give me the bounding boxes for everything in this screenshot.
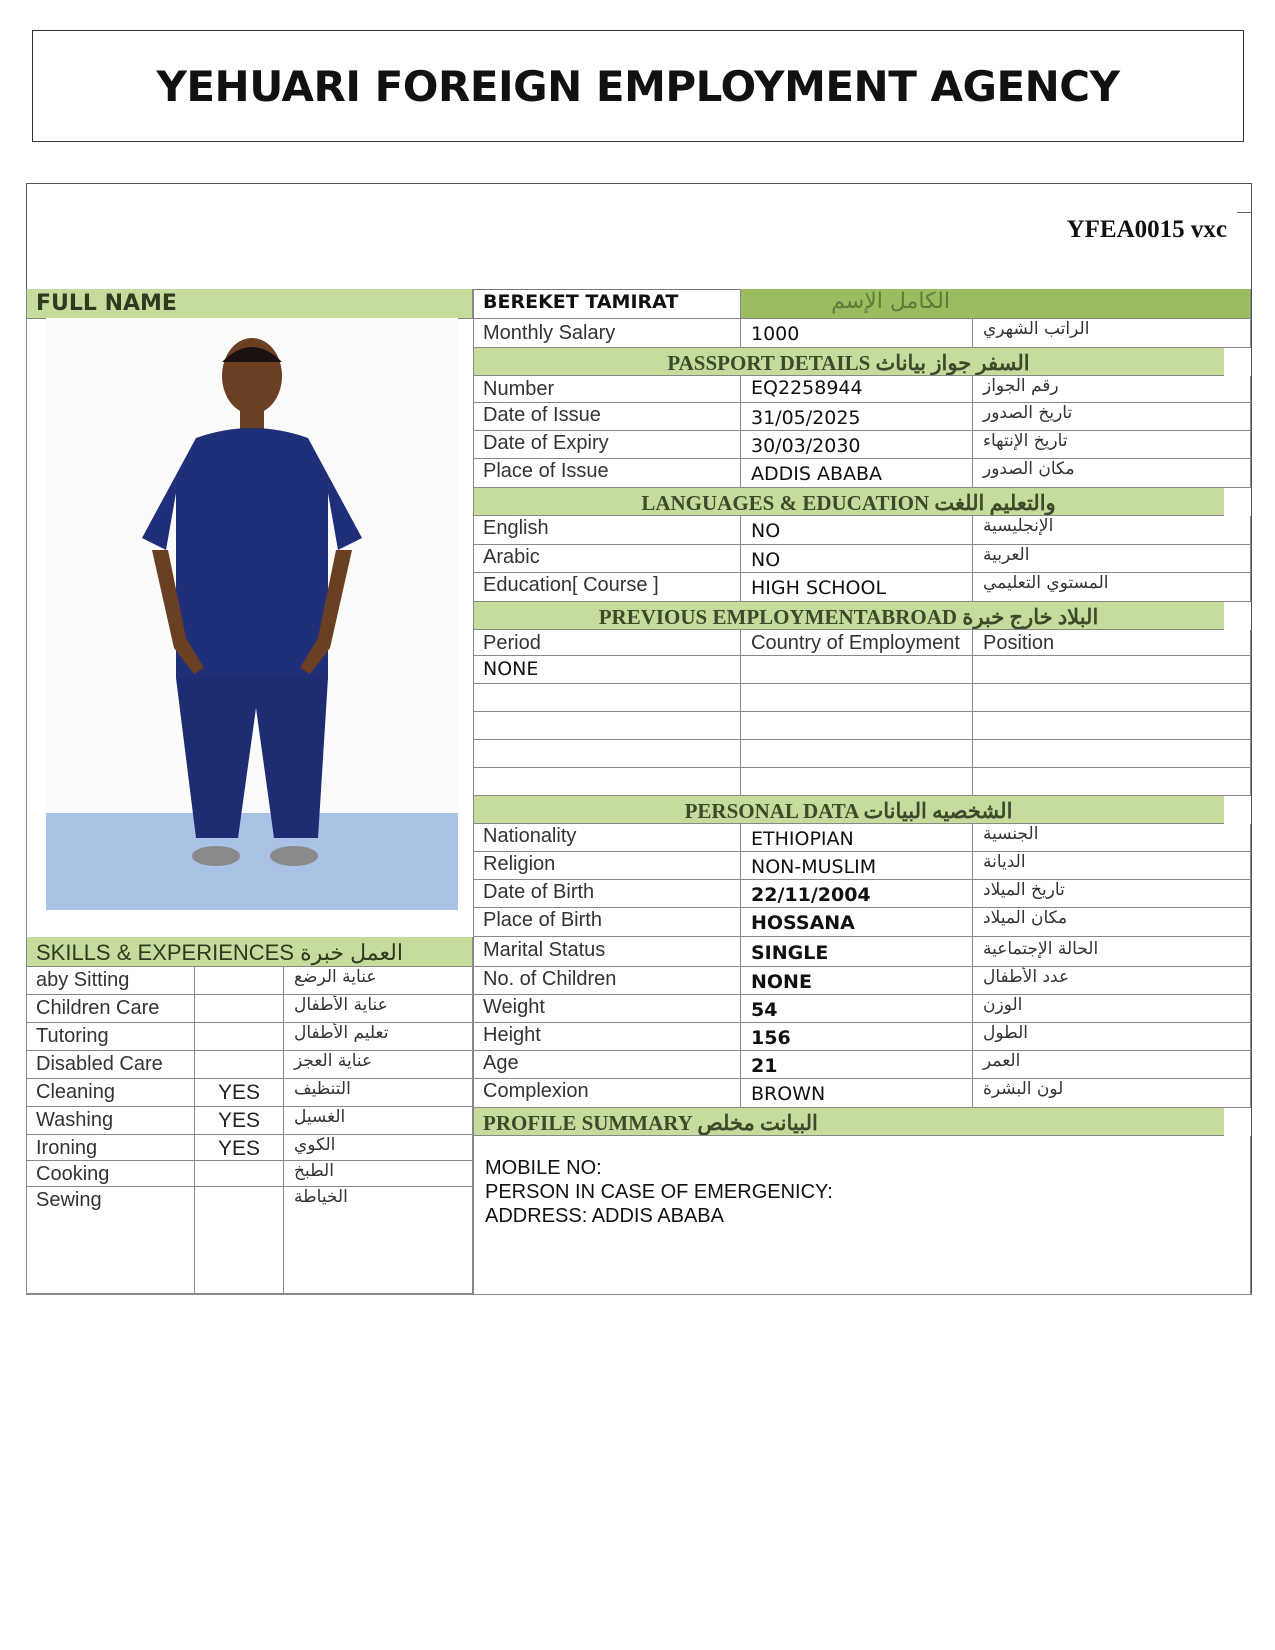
place-of-issue-value: ADDIS ABABA	[741, 459, 973, 488]
arabic-label-ar: العربية	[973, 545, 1251, 573]
place-of-birth-label-ar: مكان الميلاد	[973, 908, 1251, 937]
height-label-ar: الطول	[973, 1023, 1251, 1051]
religion-value: NON-MUSLIM	[741, 852, 973, 880]
skill-baby-sitting-value	[195, 967, 284, 995]
skills-section-heading: SKILLS & EXPERIENCES العمل خبرة	[26, 937, 473, 967]
skill-tutoring-value	[195, 1023, 284, 1051]
date-of-issue-label-ar: تاريخ الصدور	[973, 403, 1251, 431]
marital-status-label-ar: الحالة الإجتماعية	[973, 937, 1251, 967]
applicant-photo-figure	[46, 318, 458, 910]
employment-row-1-country	[741, 656, 973, 684]
languages-section-heading: LANGUAGES & EDUCATION والتعليم اللغت	[473, 488, 1224, 516]
profile-summary-body	[473, 1136, 1251, 1294]
date-of-expiry-value: 30/03/2030	[741, 431, 973, 459]
employment-row-3-country	[741, 712, 973, 740]
arabic-label: Arabic	[473, 545, 741, 573]
no-of-children-value: NONE	[741, 967, 973, 995]
skill-ironing-value: YES	[195, 1135, 284, 1161]
period-column-header: Period	[473, 630, 741, 656]
mobile-number-line: MOBILE NO:	[485, 1157, 602, 1179]
weight-value: 54	[741, 995, 973, 1023]
left-border	[26, 289, 27, 1294]
full-name-label: FULL NAME	[26, 289, 473, 319]
skills-table	[26, 967, 473, 1294]
age-label-ar: العمر	[973, 1051, 1251, 1079]
passport-number-value: EQ2258944	[741, 376, 973, 403]
skill-cooking-value	[195, 1161, 284, 1187]
passport-section-heading: PASSPORT DETAILS السفر جواز بياناث	[473, 348, 1224, 376]
employment-row-4-period	[473, 740, 741, 768]
place-of-birth-label: Place of Birth	[473, 908, 741, 937]
marital-status-label: Marital Status	[473, 937, 741, 967]
skill-baby-sitting-label-ar: عناية الرضع	[284, 967, 473, 995]
skill-disabled-care-value	[195, 1051, 284, 1079]
employment-row-4-position	[973, 740, 1251, 768]
employment-row-5-period	[473, 768, 741, 796]
marital-status-value: SINGLE	[741, 937, 973, 967]
skill-ironing-label: Ironing	[26, 1135, 195, 1161]
no-of-children-label-ar: عدد الأطفال	[973, 967, 1251, 995]
skill-disabled-care-label: Disabled Care	[26, 1051, 195, 1079]
complexion-label: Complexion	[473, 1079, 741, 1108]
english-label-ar: الإنجليسية	[973, 516, 1251, 545]
full-name-label-ar: الكامل الإسم	[741, 289, 1251, 319]
profile-summary-heading: PROFILE SUMMARY البيانت مخلص	[473, 1108, 1224, 1136]
address-line: ADDRESS: ADDIS ABABA	[485, 1205, 724, 1227]
applicant-photo	[46, 318, 458, 910]
personal-data-heading: PERSONAL DATA الشخصيه البيانات	[473, 796, 1224, 824]
skill-sewing-value	[195, 1187, 284, 1294]
employment-row-1-period: NONE	[473, 656, 741, 684]
emergency-contact-line: PERSON IN CASE OF EMERGENICY:	[485, 1181, 833, 1203]
skill-sewing-label: Sewing	[26, 1187, 195, 1294]
employment-row-5-country	[741, 768, 973, 796]
nationality-value: ETHIOPIAN	[741, 824, 973, 852]
employment-row-2-period	[473, 684, 741, 712]
employment-row-4-country	[741, 740, 973, 768]
employment-row-3-period	[473, 712, 741, 740]
place-of-issue-label: Place of Issue	[473, 459, 741, 488]
date-of-birth-value: 22/11/2004	[741, 880, 973, 908]
skill-cleaning-value: YES	[195, 1079, 284, 1107]
skill-baby-sitting-label: aby Sitting	[26, 967, 195, 995]
skill-washing-label: Washing	[26, 1107, 195, 1135]
age-value: 21	[741, 1051, 973, 1079]
nationality-label-ar: الجنسية	[973, 824, 1251, 852]
weight-label: Weight	[473, 995, 741, 1023]
skill-children-care-label: Children Care	[26, 995, 195, 1023]
complexion-label-ar: لون البشرة	[973, 1079, 1251, 1108]
skill-washing-value: YES	[195, 1107, 284, 1135]
skill-cooking-label: Cooking	[26, 1161, 195, 1187]
date-of-issue-value: 31/05/2025	[741, 403, 973, 431]
english-value: NO	[741, 516, 973, 545]
skill-children-care-value	[195, 995, 284, 1023]
complexion-value: BROWN	[741, 1079, 973, 1108]
nationality-label: Nationality	[473, 824, 741, 852]
height-label: Height	[473, 1023, 741, 1051]
height-value: 156	[741, 1023, 973, 1051]
corner-mark	[1237, 212, 1251, 213]
monthly-salary-label-ar: الراتب الشهري	[973, 319, 1251, 348]
previous-employment-heading: PREVIOUS EMPLOYMENTABROAD البلاد خارج خبرة	[473, 602, 1224, 630]
arabic-value: NO	[741, 545, 973, 573]
date-of-issue-label: Date of Issue	[473, 403, 741, 431]
skill-cleaning-label-ar: التنظيف	[284, 1079, 473, 1107]
agency-header	[32, 30, 1244, 142]
country-column-header: Country of Employment	[741, 630, 973, 656]
place-of-issue-label-ar: مكان الصدور	[973, 459, 1251, 488]
employment-row-3-position	[973, 712, 1251, 740]
bottom-border	[26, 1294, 1252, 1295]
agency-title: YEHUARI FOREIGN EMPLOYMENT AGENCY	[156, 61, 1120, 111]
weight-label-ar: الوزن	[973, 995, 1251, 1023]
education-label-ar: المستوي التعليمي	[973, 573, 1251, 602]
employment-row-5-position	[973, 768, 1251, 796]
no-of-children-label: No. of Children	[473, 967, 741, 995]
skill-cooking-label-ar: الطبخ	[284, 1161, 473, 1187]
english-label: English	[473, 516, 741, 545]
passport-number-label-ar: رقم الجواز	[973, 376, 1251, 403]
skill-tutoring-label: Tutoring	[26, 1023, 195, 1051]
age-label: Age	[473, 1051, 741, 1079]
skill-tutoring-label-ar: تعليم الأطفال	[284, 1023, 473, 1051]
employment-row-1-position	[973, 656, 1251, 684]
religion-label: Religion	[473, 852, 741, 880]
education-value: HIGH SCHOOL	[741, 573, 973, 602]
date-of-expiry-label-ar: تاريخ الإنتهاء	[973, 431, 1251, 459]
reference-box	[27, 184, 1251, 290]
employment-row-2-country	[741, 684, 973, 712]
place-of-birth-value: HOSSANA	[741, 908, 973, 937]
skill-disabled-care-label-ar: عناية العجز	[284, 1051, 473, 1079]
reference-code: YFEA0015 vxc	[1066, 216, 1227, 243]
full-name-value: BEREKET TAMIRAT	[473, 289, 741, 319]
skill-sewing-label-ar: الخياطة	[284, 1187, 473, 1294]
date-of-expiry-label: Date of Expiry	[473, 431, 741, 459]
monthly-salary-label: Monthly Salary	[473, 319, 741, 348]
skill-washing-label-ar: الغسيل	[284, 1107, 473, 1135]
education-label: Education[ Course ]	[473, 573, 741, 602]
monthly-salary-value: 1000	[741, 319, 973, 348]
date-of-birth-label-ar: تاريخ الميلاد	[973, 880, 1251, 908]
passport-number-label: Number	[473, 376, 741, 403]
position-column-header: Position	[973, 630, 1251, 656]
religion-label-ar: الديانة	[973, 852, 1251, 880]
date-of-birth-label: Date of Birth	[473, 880, 741, 908]
employment-row-2-position	[973, 684, 1251, 712]
column-divider	[473, 289, 474, 1294]
skill-cleaning-label: Cleaning	[26, 1079, 195, 1107]
skill-ironing-label-ar: الكوي	[284, 1135, 473, 1161]
skill-children-care-label-ar: عناية الأطفال	[284, 995, 473, 1023]
